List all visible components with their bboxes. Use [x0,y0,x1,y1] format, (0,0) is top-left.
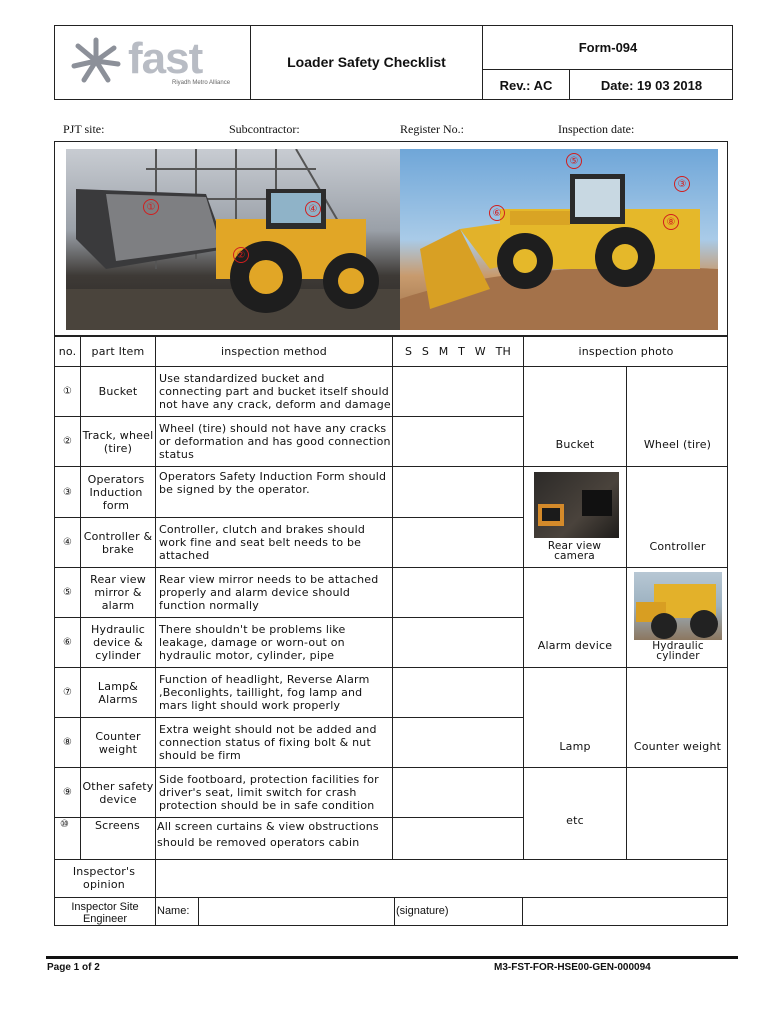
logo-tagline: Riyadh Metro Alliance [172,80,231,86]
hydraulic-illustration [634,572,722,640]
marker-hydraulic: ⑥ [489,205,505,221]
row-4-no: ④ [63,537,72,548]
photo-wheel: Wheel (tire) [643,437,712,451]
row-10-part: Screens [95,819,140,832]
marker-induction: ③ [674,176,690,192]
subcontractor-label: Subcontractor: [229,122,300,136]
document-code: M3-FST-FOR-HSE00-GEN-000094 [494,962,651,973]
footer-rule [46,956,738,959]
form-title: Loader Safety Checklist [287,54,446,70]
name-field[interactable] [199,898,393,925]
row-3-part: Operators Induction form [87,472,145,512]
marker-controller: ④ [305,201,321,217]
row-2-part: Track, wheel (tire) [82,428,154,455]
loader-photo-left [66,149,400,330]
form-date: Date: 19 03 2018 [600,77,703,93]
photo-hydraulic: Hydraulic cylinder [652,640,704,662]
row-5-method: Rear view mirror needs to be attached properly and alarm device should function normally [159,573,379,612]
photo-alarm: Alarm device [537,638,613,652]
row-7-no: ⑦ [63,687,72,698]
register-label: Register No.: [400,122,464,136]
logo-word: fast [128,34,203,83]
row-10-no: ⑩ [60,819,69,830]
row-3-no: ③ [63,486,72,498]
name-label: Name: [157,905,190,917]
row-7-method: Function of headlight, Reverse Alarm ,Beconlights, taillight, fog lamp and mars light should work properly [159,673,370,712]
row-6-method: There shouldn't be problems like leakage, damage or worn-out on hydraulic motor, cylinder, pipe [159,623,346,662]
revision: Rev.: AC [499,77,553,93]
row-8-part: Counter weight [95,729,141,756]
row-6-part: Hydraulic device & cylinder [91,623,145,662]
row-5-no: ⑤ [63,587,72,598]
signature-label: (signature) [396,905,449,917]
page-number: Page 1 of 2 [47,962,100,973]
marker-mirror: ⑤ [566,153,582,169]
inspector-opinion-field[interactable] [156,860,727,897]
loader-left-illustration [66,149,400,330]
row-1-no: ① [63,386,72,397]
header-no: no. [58,345,77,358]
form-number: Form-094 [578,40,638,55]
marker-counterweight: ⑧ [663,214,679,230]
photo-lamp: Lamp [559,739,591,753]
photo-rear-camera: Rear view camera [547,540,602,562]
loader-right-illustration [400,149,718,330]
row-6-no: ⑥ [63,637,72,648]
photo-bucket: Bucket [555,437,595,451]
inspector-opinion-label: Inspector's opinion [72,865,136,891]
inspector-label: Inspector Site Engineer [71,901,139,925]
signature-field[interactable] [523,898,727,925]
row-8-method: Extra weight should not be added and connection status of fixing bolt & nut should be firm [159,723,377,762]
hydraulic-photo [634,572,722,640]
loader-photo-right [400,149,718,330]
rear-camera-photo [534,472,619,538]
row-4-part: Controller & brake [83,529,153,556]
row-1-part: Bucket [98,385,138,398]
header-method: inspection method [220,345,327,358]
row-2-no: ② [63,436,72,447]
marker-wheel: ② [233,247,249,263]
row-4-method: Controller, clutch and brakes should work fine and seat belt needs to be attached [159,523,366,562]
row-9-part: Other safety device [82,779,154,806]
row-8-no: ⑧ [63,737,72,748]
row-9-no: ⑨ [63,787,72,798]
photo-etc: etc [566,813,584,827]
row-7-part: Lamp& Alarms [97,679,139,706]
company-logo [68,36,240,90]
row-2-method: Wheel (tire) should not have any cracks or deformation and has good connection status [159,422,391,461]
photo-counter: Counter weight [633,739,722,753]
row-9-method: Side footboard, protection facilities for driver's seat, limit switch for crash protection should be in safe condition [159,773,379,812]
header-days: S S M T W TH [405,345,511,358]
header-part: part Item [91,345,145,358]
photo-controller: Controller [649,539,706,553]
camera-illustration [534,472,619,538]
logo-star-icon [68,36,124,86]
row-5-part: Rear view mirror & alarm [90,573,146,612]
inspection-date-label: Inspection date: [558,122,635,136]
site-label: PJT site: [63,122,105,136]
header-photo: inspection photo [578,345,674,358]
row-1-method: Use standardized bucket and connecting part and bucket itself should not have any crack, deform and damage [159,372,391,411]
row-3-method: Operators Safety Induction Form should be signed by the operator. [159,470,387,496]
row-10-method: All screen curtains & view obstructions should be removed operators cabin [157,820,379,849]
marker-bucket: ① [143,199,159,215]
